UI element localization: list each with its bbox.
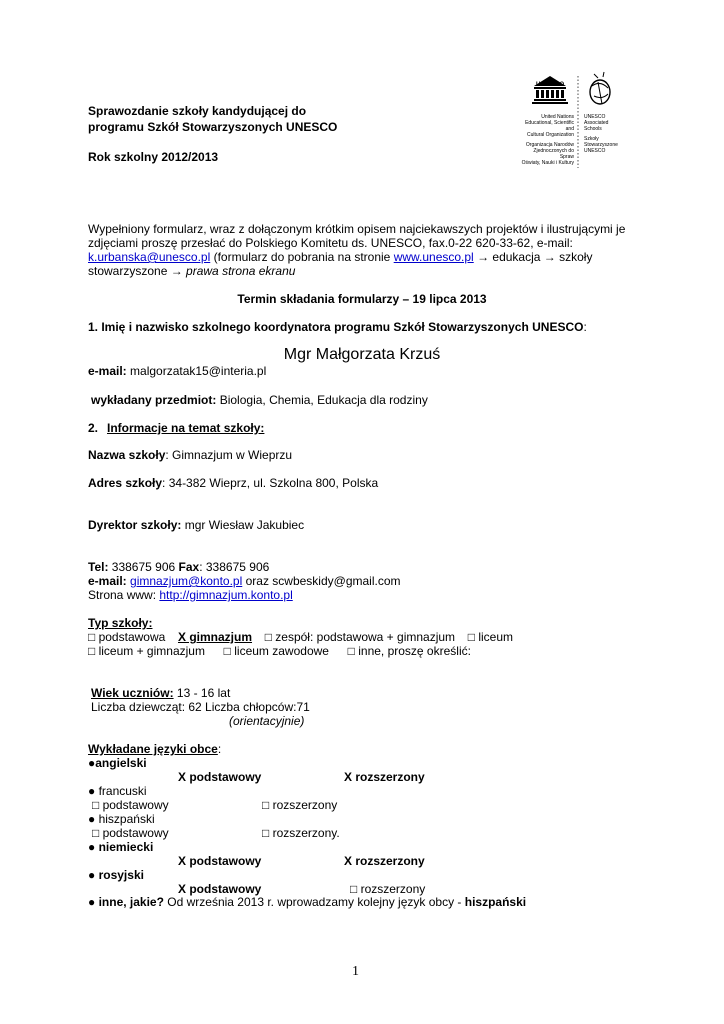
school-type-option[interactable]: □ inne, proszę określić: — [347, 644, 471, 658]
school-director: Dyrektor szkoły: mgr Wiesław Jakubiec — [88, 518, 305, 532]
language-russian: ● rosyjski — [88, 868, 144, 882]
section2-heading: 2. Informacje na temat szkoły: — [88, 421, 265, 435]
student-age: Wiek uczniów: 13 - 16 lat — [91, 686, 231, 700]
unesco-email-link[interactable]: k.urbanska@unesco.pl — [88, 250, 211, 264]
logo-wordmark: UNESCO — [536, 82, 565, 88]
school-email-link[interactable]: gimnazjum@konto.pl — [130, 574, 243, 588]
student-counts-note: (orientacyjnie) — [229, 714, 305, 728]
unesco-site-link[interactable]: www.unesco.pl — [393, 250, 474, 264]
logo-right-caption: UNESCO Associated Schools Szkoły Stowarzyszone UNESCO — [584, 114, 618, 154]
school-website-link[interactable]: http://gimnazjum.konto.pl — [159, 588, 293, 602]
report-title-line1: Sprawozdanie szkoły kandydującej do — [88, 104, 307, 118]
school-phone-fax: Tel: 338675 906 Fax: 338675 906 — [88, 560, 270, 574]
school-type-row2 — [88, 644, 471, 658]
school-type-option[interactable]: □ zespół: podstawowa + gimnazjum — [264, 630, 456, 644]
school-type-label: Typ szkoły: — [88, 616, 153, 630]
coordinator-name: Mgr Małgorzata Krzuś — [283, 346, 441, 363]
english-basic: X podstawowy — [178, 770, 262, 784]
section1-heading: 1. Imię i nazwisko szkolnego koordynatora programu Szkół Stowarzyszonych UNESCO: — [88, 320, 587, 334]
german-extended: X rozszerzony — [344, 854, 425, 868]
intro-line-1: Wypełniony formularz, wraz z dołączonym krótkim opisem najciekawszych projektów i ilustrującymi je — [88, 222, 626, 236]
school-type-option-selected[interactable]: X gimnazjum — [177, 630, 253, 644]
spanish-extended[interactable]: □ rozszerzony. — [262, 826, 340, 840]
school-type-option[interactable]: □ liceum + gimnazjum — [88, 644, 205, 658]
language-french: ● francuski — [88, 784, 147, 798]
page-number: 1 — [352, 964, 359, 979]
language-other: ● inne, jakie? Od września 2013 r. wprowadzamy kolejny język obcy - hiszpański — [88, 895, 527, 909]
intro-line-3: k.urbanska@unesco.pl (formularz do pobrania na stronie www.unesco.pl → edukacja → szkoły — [88, 250, 593, 264]
language-english: ●angielski — [88, 756, 147, 770]
deadline: Termin składania formularzy – 19 lipca 2013 — [237, 292, 487, 306]
french-extended[interactable]: □ rozszerzony — [262, 798, 338, 812]
school-type-option[interactable]: □ podstawowa — [88, 630, 166, 644]
school-name: Nazwa szkoły: Gimnazjum w Wieprzu — [88, 448, 293, 462]
logo-left-caption: United Nations Educational, Scientific and Cultural Organization Organizacja Narodów Zjednoczonych do Spraw Oświaty, Nauki i Kultury — [521, 114, 574, 166]
russian-basic: X podstawowy — [178, 882, 262, 896]
school-website: Strona www: http://gimnazjum.konto.pl — [88, 588, 293, 602]
school-type-row1 — [88, 630, 513, 644]
school-email: e-mail: gimnazjum@konto.pl oraz scwbeskidy@gmail.com — [88, 574, 401, 588]
intro-line-4: stowarzyszone → prawa strona ekranu — [88, 264, 296, 278]
english-extended: X rozszerzony — [344, 770, 425, 784]
intro-line-2: zdjęciami proszę przesłać do Polskiego Komitetu ds. UNESCO, fax.0-22 620-33-62, e-mail: — [88, 236, 573, 250]
language-german: ● niemiecki — [88, 840, 154, 854]
school-type-option[interactable]: □ liceum zawodowe — [223, 644, 329, 658]
spanish-basic[interactable]: □ podstawowy — [92, 826, 169, 840]
russian-extended[interactable]: □ rozszerzony — [350, 882, 426, 896]
languages-heading: Wykładane języki obce: — [88, 742, 222, 756]
school-address: Adres szkoły: 34-382 Wieprz, ul. Szkolna 800, Polska — [88, 476, 379, 490]
report-title-line2: programu Szkół Stowarzyszonych UNESCO — [88, 120, 338, 134]
unesco-logo — [512, 70, 634, 182]
coordinator-subjects: wykładany przedmiot: Biologia, Chemia, Edukacja dla rodziny — [91, 393, 428, 407]
school-type-option[interactable]: □ liceum — [467, 630, 513, 644]
german-basic: X podstawowy — [178, 854, 262, 868]
language-spanish: ● hiszpański — [88, 812, 155, 826]
school-year: Rok szkolny 2012/2013 — [88, 150, 219, 164]
french-basic[interactable]: □ podstawowy — [92, 798, 169, 812]
student-counts: Liczba dziewcząt: 62 Liczba chłopców:71 — [91, 700, 310, 714]
coordinator-email: e-mail: malgorzatak15@interia.pl — [88, 364, 267, 378]
